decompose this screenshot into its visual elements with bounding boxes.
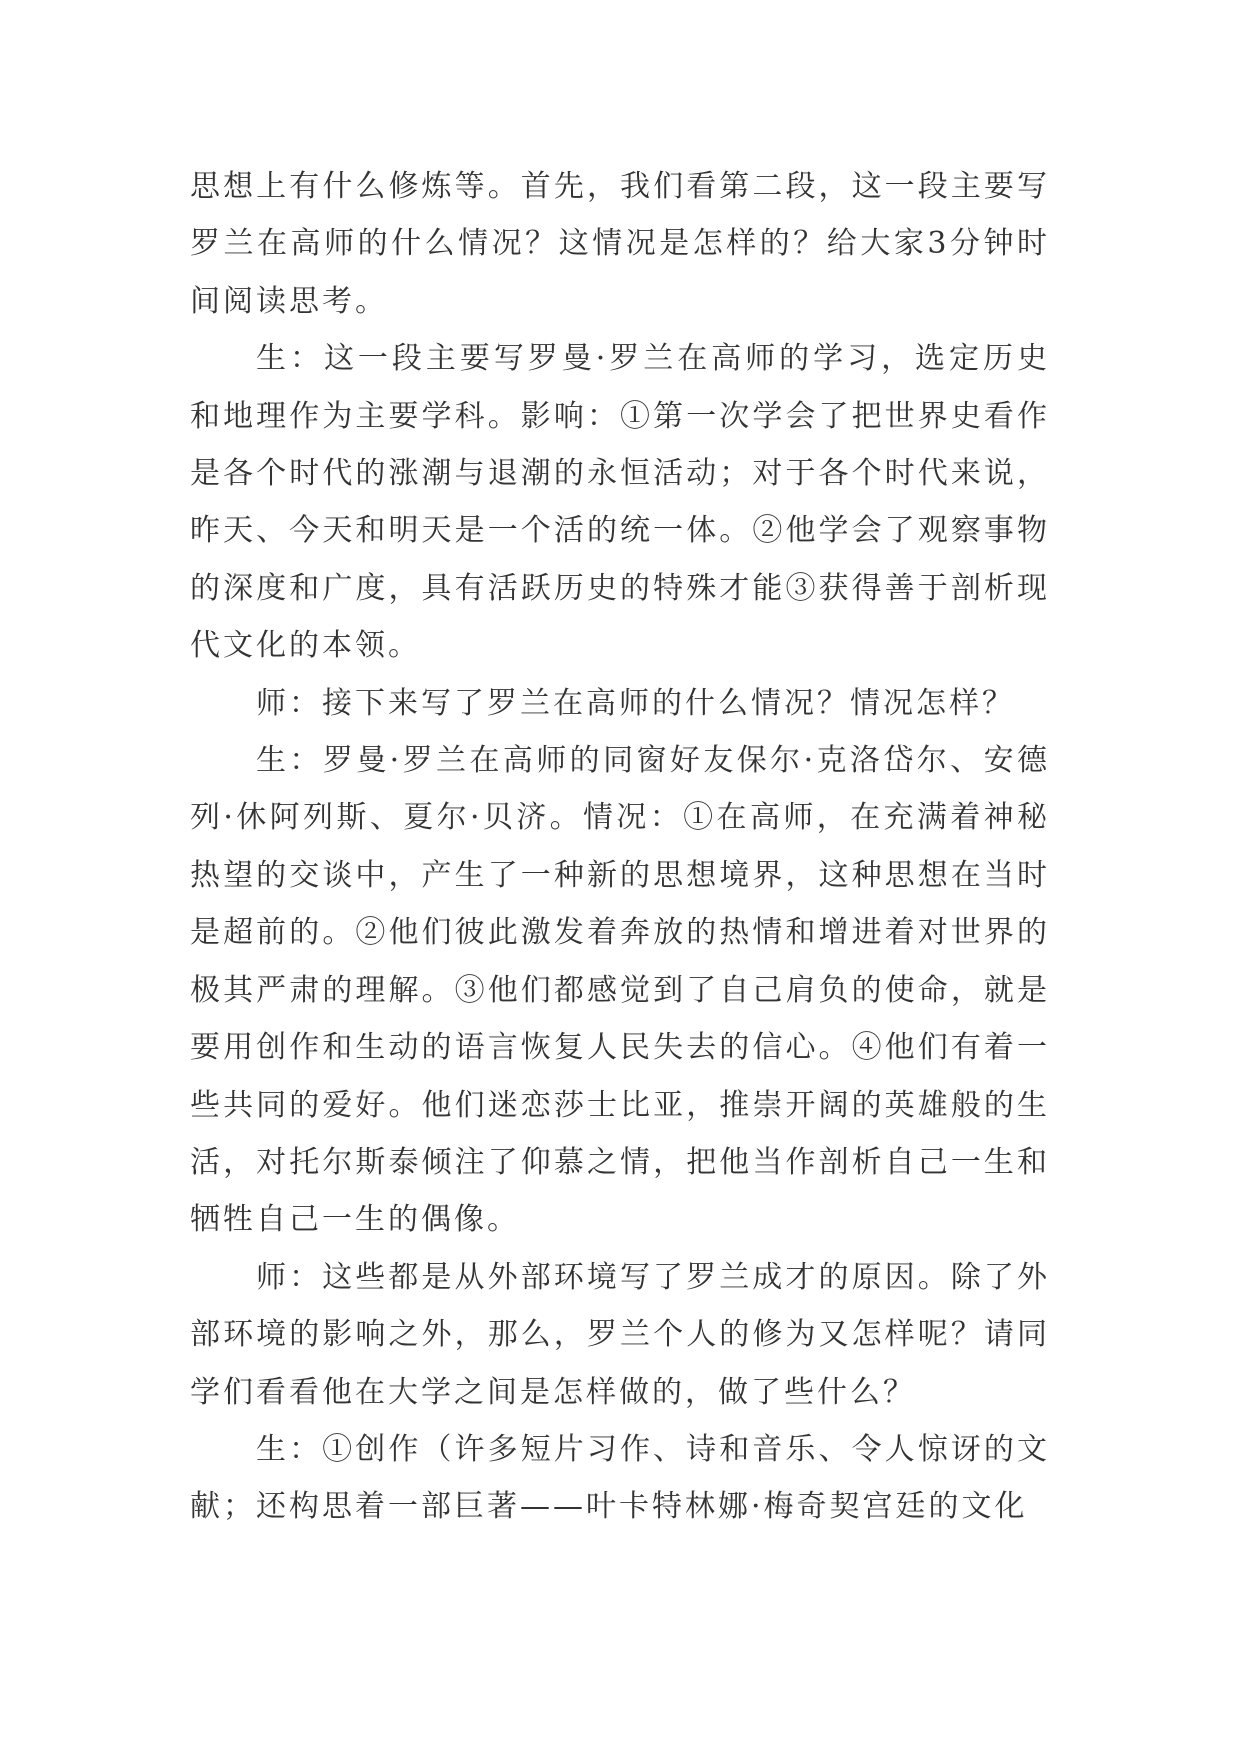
paragraph: 生：罗曼·罗兰在高师的同窗好友保尔·克洛岱尔、安德列·休阿列斯、夏尔·贝济。情况：①在高师，在充满着神秘热望的交谈中，产生了一种新的思想境界，这种思想在当时是超前的。②他们彼此激发着奔放的热情和增进着对世界的极其严肃的理解。③他们都感觉到了自己肩负的使命，就是要用创作和生动的语言恢复人民失去的信心。④他们有着一些共同的爱好。他们迷恋莎士比亚，推崇开阔的英雄般的生活，对托尔斯泰倾注了仰慕之情，把他当作剖析自己一生和牺牲自己一生的偶像。 xyxy=(190,743,1050,1238)
paragraph: 生：这一段主要写罗曼·罗兰在高师的学习，选定历史和地理作为主要学科。影响：①第一次学会了把世界史看作是各个时代的涨潮与退潮的永恒活动；对于各个时代来说，昨天、今天和明天是一个活的统一体。②他学会了观察事物的深度和广度，具有活跃历史的特殊才能③获得善于剖析现代文化的本领。 xyxy=(190,341,1050,664)
document-body xyxy=(190,158,1050,1536)
paragraph: 师：这些都是从外部环境写了罗兰成才的原因。除了外部环境的影响之外，那么，罗兰个人的修为又怎样呢？请同学们看看他在大学之间是怎样做的，做了些什么？ xyxy=(190,1259,1050,1410)
paragraph: 师：接下来写了罗兰在高师的什么情况？情况怎样？ xyxy=(256,685,1015,721)
paragraph: 生：①创作（许多短片习作、诗和音乐、令人惊讶的文献；还构思着一部巨著——叶卡特林娜·梅奇契宫廷的文化 xyxy=(190,1431,1050,1525)
paragraph: 思想上有什么修炼等。首先，我们看第二段，这一段主要写罗兰在高师的什么情况？这情况是怎样的？给大家3分钟时间阅读思考。 xyxy=(190,169,1050,319)
